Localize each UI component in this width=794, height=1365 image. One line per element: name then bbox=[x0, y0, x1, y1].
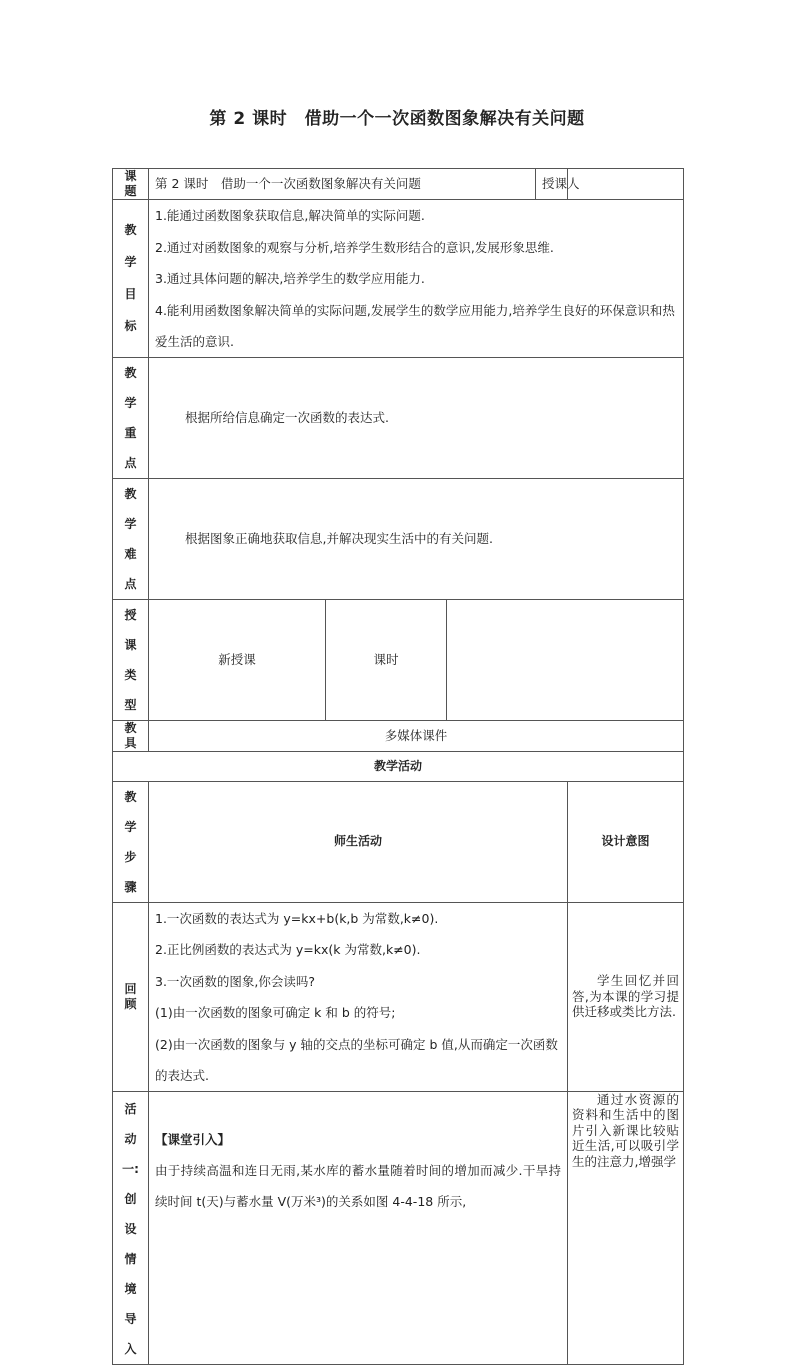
teacher-value bbox=[568, 169, 684, 200]
difficulties-text: 根据图象正确地获取信息,并解决现实生活中的有关问题. bbox=[149, 478, 684, 599]
review-line: (1)由一次函数的图象可确定 k 和 b 的符号; bbox=[155, 1005, 396, 1020]
lesson-plan-table bbox=[112, 168, 684, 1365]
activity1-design: 通过水资源的资料和生活中的图片引入新课比较贴近生活,可以吸引学生的注意力,增强学 bbox=[568, 1091, 684, 1364]
difficulties-row bbox=[113, 478, 684, 599]
difficulties-label: 教学 难点 bbox=[113, 478, 149, 599]
tools-row bbox=[113, 720, 684, 751]
design-column-header: 设计意图 bbox=[568, 781, 684, 902]
review-design: 学生回忆并回答,为本课的学习提供迁移或类比方法. bbox=[568, 902, 684, 1091]
review-label: 回顾 bbox=[113, 902, 149, 1091]
review-line: 1.一次函数的表达式为 y=kx+b(k,b 为常数,k≠0). bbox=[155, 910, 439, 926]
topic-label: 课题 bbox=[113, 169, 149, 200]
tools-value: 多媒体课件 bbox=[149, 720, 684, 751]
objective-item: 3.通过具体问题的解决,培养学生的数学应用能力. bbox=[155, 271, 425, 286]
activity1-content bbox=[149, 1091, 568, 1364]
key-points-text: 根据所给信息确定一次函数的表达式. bbox=[149, 357, 684, 478]
activity1-label: 活动 一: 创设 情境 导入 bbox=[113, 1091, 149, 1364]
activity1-row bbox=[113, 1091, 684, 1364]
objectives-label: 教 学 目 标 bbox=[113, 200, 149, 358]
activity1-heading: 【课堂引入】 bbox=[155, 1131, 231, 1147]
activities-header: 教学活动 bbox=[113, 751, 684, 781]
teacher-label: 授课人 bbox=[536, 169, 568, 200]
tools-label: 教具 bbox=[113, 720, 149, 751]
objective-item: 4.能利用函数图象解决简单的实际问题,发展学生的数学应用能力,培养学生良好的环保意识和热爱生活的意识. bbox=[155, 302, 675, 349]
activity-column-header: 师生活动 bbox=[149, 781, 568, 902]
topic-row bbox=[113, 169, 684, 200]
topic-value: 第 2 课时 借助一个一次函数图象解决有关问题 bbox=[149, 169, 536, 200]
key-points-label: 教学 重点 bbox=[113, 357, 149, 478]
lesson-type-label: 授课 类型 bbox=[113, 599, 149, 720]
review-line: (2)由一次函数的图象与 y 轴的交点的坐标可确定 b 值,从而确定一次函数的表达式. bbox=[155, 1036, 558, 1083]
lesson-type-row bbox=[113, 599, 684, 720]
step-column-header: 教学 步骤 bbox=[113, 781, 149, 902]
activity1-text: 由于持续高温和连日无雨,某水库的蓄水量随着时间的增加而减少.干旱持续时间 t(天)与蓄水量 V(万米³)的关系如图 4-4-18 所示, bbox=[155, 1162, 561, 1209]
columns-row bbox=[113, 781, 684, 902]
lesson-hours-value bbox=[447, 599, 684, 720]
review-line: 2.正比例函数的表达式为 y=kx(k 为常数,k≠0). bbox=[155, 942, 421, 957]
objective-item: 2.通过对函数图象的观察与分析,培养学生数形结合的意识,发展形象思维. bbox=[155, 239, 554, 255]
review-line: 3.一次函数的图象,你会读吗? bbox=[155, 973, 316, 989]
objective-item: 1.能通过函数图象获取信息,解决简单的实际问题. bbox=[155, 208, 425, 223]
key-points-row bbox=[113, 357, 684, 478]
review-row bbox=[113, 902, 684, 1091]
page-title: 第 2 课时 借助一个一次函数图象解决有关问题 bbox=[209, 109, 585, 129]
objectives-content bbox=[149, 200, 684, 358]
lesson-hours-label: 课时 bbox=[326, 599, 447, 720]
review-content bbox=[149, 902, 568, 1091]
objectives-row bbox=[113, 200, 684, 358]
lesson-type-value: 新授课 bbox=[149, 599, 326, 720]
activities-header-row bbox=[113, 751, 684, 781]
